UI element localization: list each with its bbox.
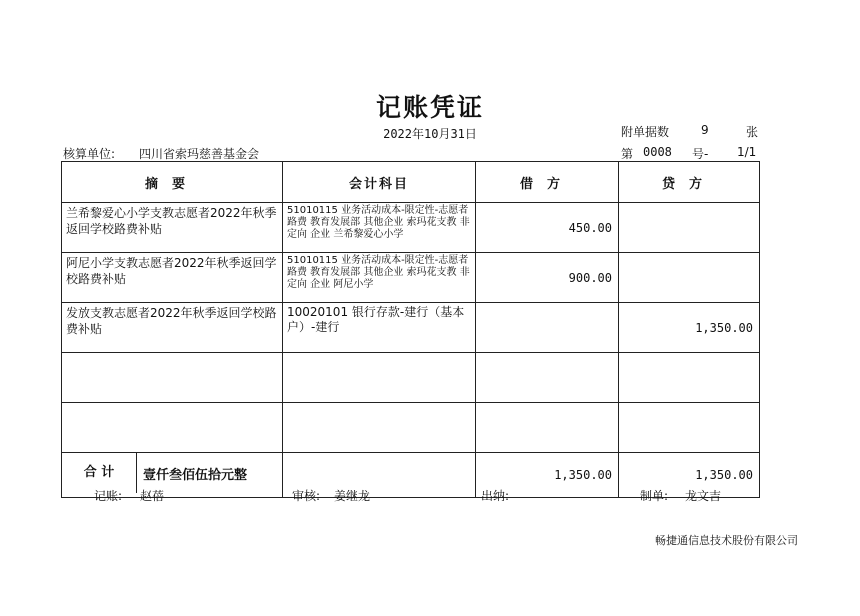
total-debit: 1,350.00 bbox=[476, 453, 619, 498]
voucher-date: 2022年10月31日 bbox=[383, 127, 477, 141]
reviewer-label: 审核: bbox=[292, 489, 321, 503]
table-row bbox=[62, 203, 760, 253]
row-credit bbox=[619, 203, 760, 253]
reviewer-name: 姜继龙 bbox=[334, 489, 371, 503]
attach-unit: 张 bbox=[746, 125, 759, 139]
unit-label: 核算单位: bbox=[63, 147, 116, 161]
header-credit: 贷方 bbox=[619, 162, 760, 203]
unit-name: 四川省索玛慈善基金会 bbox=[139, 147, 260, 161]
row-credit bbox=[619, 253, 760, 303]
maker-label: 制单: bbox=[640, 489, 669, 503]
row-account: 10020101 银行存款-建行（基本户）-建行 bbox=[283, 303, 476, 353]
row-summary: 兰希黎爱心小学支教志愿者2022年秋季返回学校路费补贴 bbox=[62, 203, 283, 253]
table-row bbox=[62, 303, 760, 353]
row-account: 51010115 业务活动成本-限定性-志愿者路费 教育发展部 其他企业 索玛花支教 非定向 企业 阿尼小学 bbox=[283, 253, 476, 303]
table-row bbox=[62, 253, 760, 303]
number-suffix: 号- bbox=[692, 147, 709, 161]
cashier-label: 出纳: bbox=[481, 489, 510, 503]
total-credit: 1,350.00 bbox=[619, 453, 760, 498]
total-in-words: 壹仟叁佰伍拾元整 bbox=[143, 467, 248, 483]
header-account: 会计科目 bbox=[283, 162, 476, 203]
row-credit: 1,350.00 bbox=[619, 303, 760, 353]
header-summary: 摘要 bbox=[62, 162, 283, 203]
table-header-row bbox=[62, 162, 760, 203]
number-prefix: 第 bbox=[621, 147, 634, 161]
page-indicator: 1/1 bbox=[737, 145, 757, 159]
total-label: 合 计 bbox=[62, 453, 137, 493]
row-debit: 900.00 bbox=[476, 253, 619, 303]
attach-count: 9 bbox=[701, 123, 709, 137]
bookkeeper-label: 记账: bbox=[94, 489, 123, 503]
row-summary: 发放支教志愿者2022年秋季返回学校路费补贴 bbox=[62, 303, 283, 353]
row-debit bbox=[476, 303, 619, 353]
software-company: 畅捷通信息技术股份有限公司 bbox=[655, 534, 798, 547]
row-debit: 450.00 bbox=[476, 203, 619, 253]
voucher-title: 记账凭证 bbox=[375, 93, 484, 122]
header-debit: 借方 bbox=[476, 162, 619, 203]
voucher-number: 0008 bbox=[643, 145, 672, 159]
attach-label: 附单据数 bbox=[621, 125, 670, 139]
row-summary: 阿尼小学支教志愿者2022年秋季返回学校路费补贴 bbox=[62, 253, 283, 303]
bookkeeper-name: 赵蓓 bbox=[140, 489, 165, 503]
table-row-empty bbox=[62, 403, 760, 453]
table-row-empty bbox=[62, 353, 760, 403]
maker-name: 龙文吉 bbox=[685, 489, 722, 503]
voucher-table bbox=[61, 161, 760, 498]
row-account: 51010115 业务活动成本-限定性-志愿者路费 教育发展部 其他企业 索玛花支教 非定向 企业 兰希黎爱心小学 bbox=[283, 203, 476, 253]
